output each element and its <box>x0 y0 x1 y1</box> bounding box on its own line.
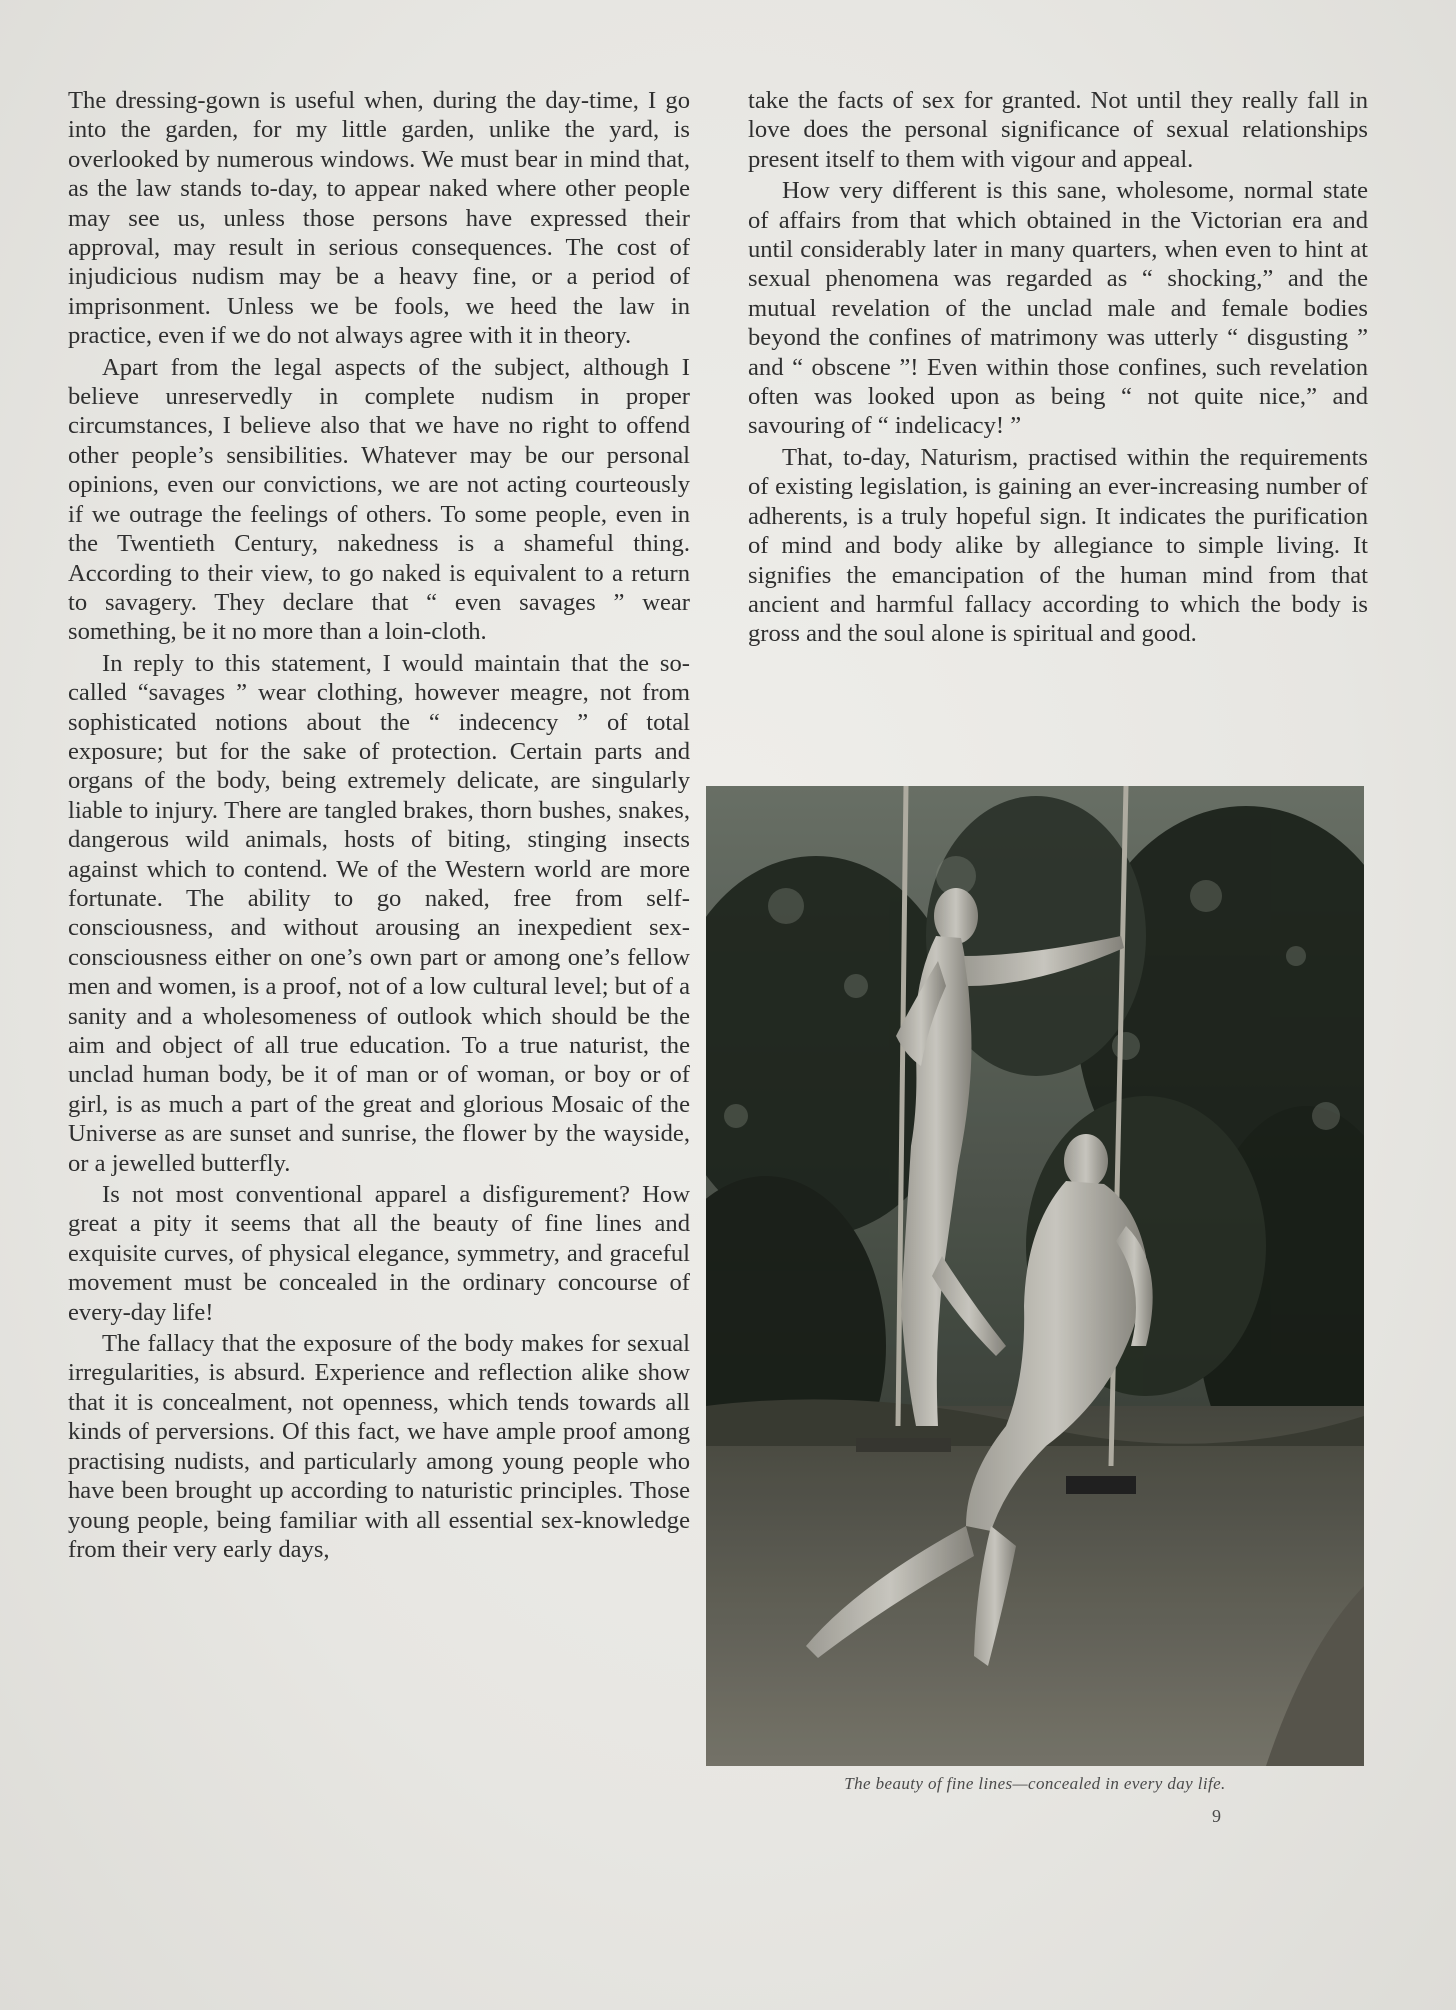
paragraph-fallacy: The fallacy that the exposure of the body makes for sexual irregularities, is absurd. Experience and reflection alike show that it is concealment, not openness, which tends towards all kinds of perversions. Of this fact, we have ample proof among practising nudists, and particularly among young people who have been brought up according to naturistic principles. Those young people, being familiar with all essential sex-knowledge from their very early days, <box>68 1330 690 1563</box>
paragraph-victorian-era: How very different is this sane, wholesome, normal state of affairs from that which obtained in the Victorian era and until considerably later in many quarters, when even to hint at sexual phenomena was regarded as “ shocking,” and the mutual revelation of the unclad male and female bodies beyond the confines of matrimony was utterly “ disgusting ” and “ obscene ”! Even within those confines, such revelation often was looked upon as being “ not quite nice,” and savouring of “ indelicacy! ” <box>748 177 1368 440</box>
paragraph-legal-aspects: Apart from the legal aspects of the subject, although I believe unreservedly in complete nudism in proper circumstances, I believe also that we have no right to offend other people’s sensibilities. Whatever may be our personal opinions, even our convictions, we are not acting courteously if we outrage the feelings of others. To some people, even in the Twentieth Century, nakedness is a shameful thing. According to their view, to go naked is equivalent to a return to savagery. They declare that “ even savages ” wear something, be it no more than a loin-cloth. <box>68 353 690 646</box>
photograph-swing <box>706 786 1364 1766</box>
photograph-illustration <box>706 786 1364 1766</box>
paragraph-continued: take the facts of sex for granted. Not until they really fall in love does the personal significance of sexual relationships present itself to them with vigour and appeal. <box>748 87 1368 173</box>
paragraph-apparel: Is not most conventional apparel a disfigurement? How great a pity it seems that all the beauty of fine lines and exquisite curves, of physical elegance, symmetry, and graceful movement must be concealed in the ordinary concourse of every-day life! <box>68 1181 690 1326</box>
page-number: 9 <box>1212 1806 1221 1826</box>
paragraph-dressing-gown: The dressing-gown is useful when, during the day-time, I go into the garden, for my little garden, unlike the yard, is overlooked by numerous windows. We must bear in mind that, as the law stands to-day, to appear naked where other people may see us, unless those persons have expressed their approval, may result in serious consequences. The cost of injudicious nudism may be a heavy fine, or a period of imprisonment. Unless we be fools, we heed the law in practice, even if we do not always agree with it in theory. <box>68 87 690 350</box>
left-text-column <box>68 86 690 1564</box>
right-text-column <box>748 86 1368 649</box>
photo-caption: The beauty of fine lines—concealed in every day life. <box>844 1774 1226 1793</box>
paragraph-reply-savages: In reply to this statement, I would maintain that the so-called “savages ” wear clothing, however meagre, not from sophisticated notions about the “ indecency ” of total exposure; but for the sake of protection. Certain parts and organs of the body, being extremely delicate, are singularly liable to injury. There are tangled brakes, thorn bushes, snakes, dangerous wild animals, hosts of biting, stinging insects against which to contend. We of the Western world are more fortunate. The ability to go naked, free from self-consciousness, and without arousing an inexpedient sex-consciousness either on one’s own part or among one’s fellow men and women, is a proof, not of a low cultural level; but of a sanity and a wholesomeness of outlook which should be the aim and object of all true education. To a true naturist, the unclad human body, be it of man or of woman, or boy or of girl, is as much a part of the great and glorious Mosaic of the Universe as are sunset and sunrise, the flower by the wayside, or a jewelled butterfly. <box>68 649 690 1177</box>
paragraph-naturism-today: That, to-day, Naturism, practised within the requirements of existing legislation, is gaining an ever-increasing number of adherents, is a truly hopeful sign. It indicates the purification of mind and body alike by allegiance to simple living. It signifies the emancipation of the human mind from that ancient and harmful fallacy according to which the body is gross and the soul alone is spiritual and good. <box>748 443 1368 648</box>
